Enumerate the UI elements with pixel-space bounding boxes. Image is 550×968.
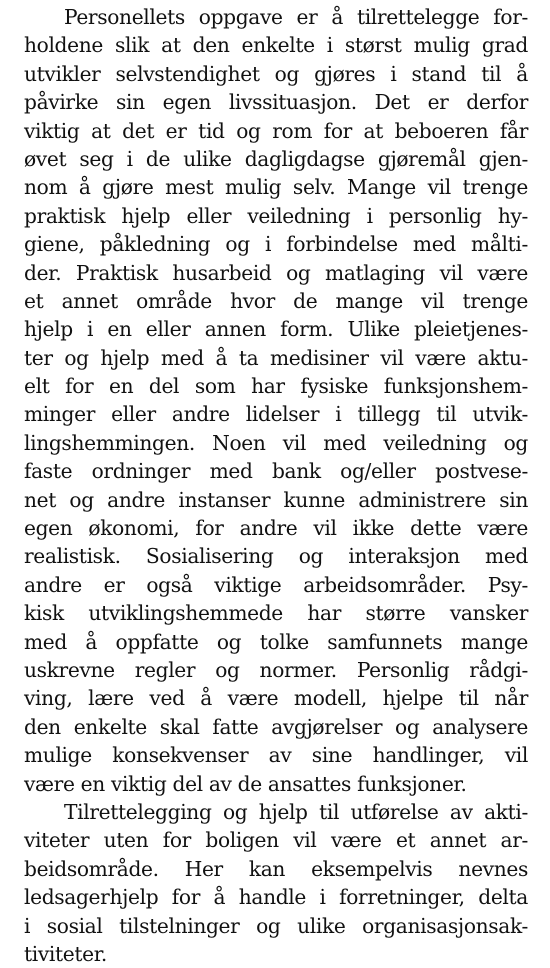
text-line: øvet seg i de ulike dagligdagse gjøremål gjen- [24,146,528,171]
text-line: med å oppfatte og tolke samfunnets mange [24,629,528,654]
text-line: ving, lære ved å være modell, hjelpe til når [24,686,528,711]
text-line: mulige konsekvenser av sine handlinger, vil [24,743,528,768]
text-line: net og andre instanser kunne administrere sin [24,487,528,512]
text-line: i sosial tilstelninger og ulike organisasjonsak- [24,913,528,938]
text-line: giene, påkledning og i forbindelse med målti- [24,232,528,257]
text-line: praktisk hjelp eller veiledning i personlig hy- [24,203,528,228]
paragraph-2 [24,798,528,968]
text-line: beidsområde. Her kan eksempelvis nevnes [24,856,528,881]
text-line: lingshemmingen. Noen vil med veiledning og [24,430,528,455]
text-line: minger eller andre lidelser i tillegg til utvik- [24,402,528,427]
text-line: påvirke sin egen livssituasjon. Det er derfor [24,90,528,115]
text-line: der. Praktisk husarbeid og matlaging vil være [24,260,528,285]
text-line: tiviteter. [24,941,107,966]
text-line: være en viktig del av de ansattes funksjoner. [24,771,467,796]
text-line: hjelp i en eller annen form. Ulike pleietjenes- [24,317,528,342]
text-line: ledsagerhjelp for å handle i forretninger, delta [24,885,528,910]
text-line: et annet område hvor de mange vil trenge [24,288,528,313]
text-line: faste ordninger med bank og/eller postvese- [24,459,528,484]
text-line: andre er også viktige arbeidsområder. Psy- [24,572,528,597]
text-line: Tilrettelegging og hjelp til utførelse av akti- [64,799,528,824]
text-line: Personellets oppgave er å tilrettelegge for- [64,5,528,29]
text-line: egen økonomi, for andre vil ikke dette være [24,516,528,541]
text-line: holdene slik at den enkelte i størst mulig grad [24,33,528,58]
text-line: ter og hjelp med å ta medisiner vil være aktu- [24,345,528,370]
text-line: kisk utviklingshemmede har større vansker [24,601,528,626]
text-line: uskrevne regler og normer. Personlig rådgi- [24,657,528,682]
text-line: viktig at det er tid og rom for at beboeren får [24,118,528,143]
text-line: viteter uten for boligen vil være et annet ar- [24,828,528,853]
text-line: den enkelte skal fatte avgjørelser og analysere [24,714,528,739]
text-line: realistisk. Sosialisering og interaksjon med [24,544,528,569]
text-line: nom å gjøre mest mulig selv. Mange vil trenge [24,175,528,200]
text-line: utvikler selvstendighet og gjøres i stand til å [24,61,528,86]
paragraph-1 [24,3,528,798]
text-line: elt for en del som har fysiske funksjonshem- [24,374,528,399]
